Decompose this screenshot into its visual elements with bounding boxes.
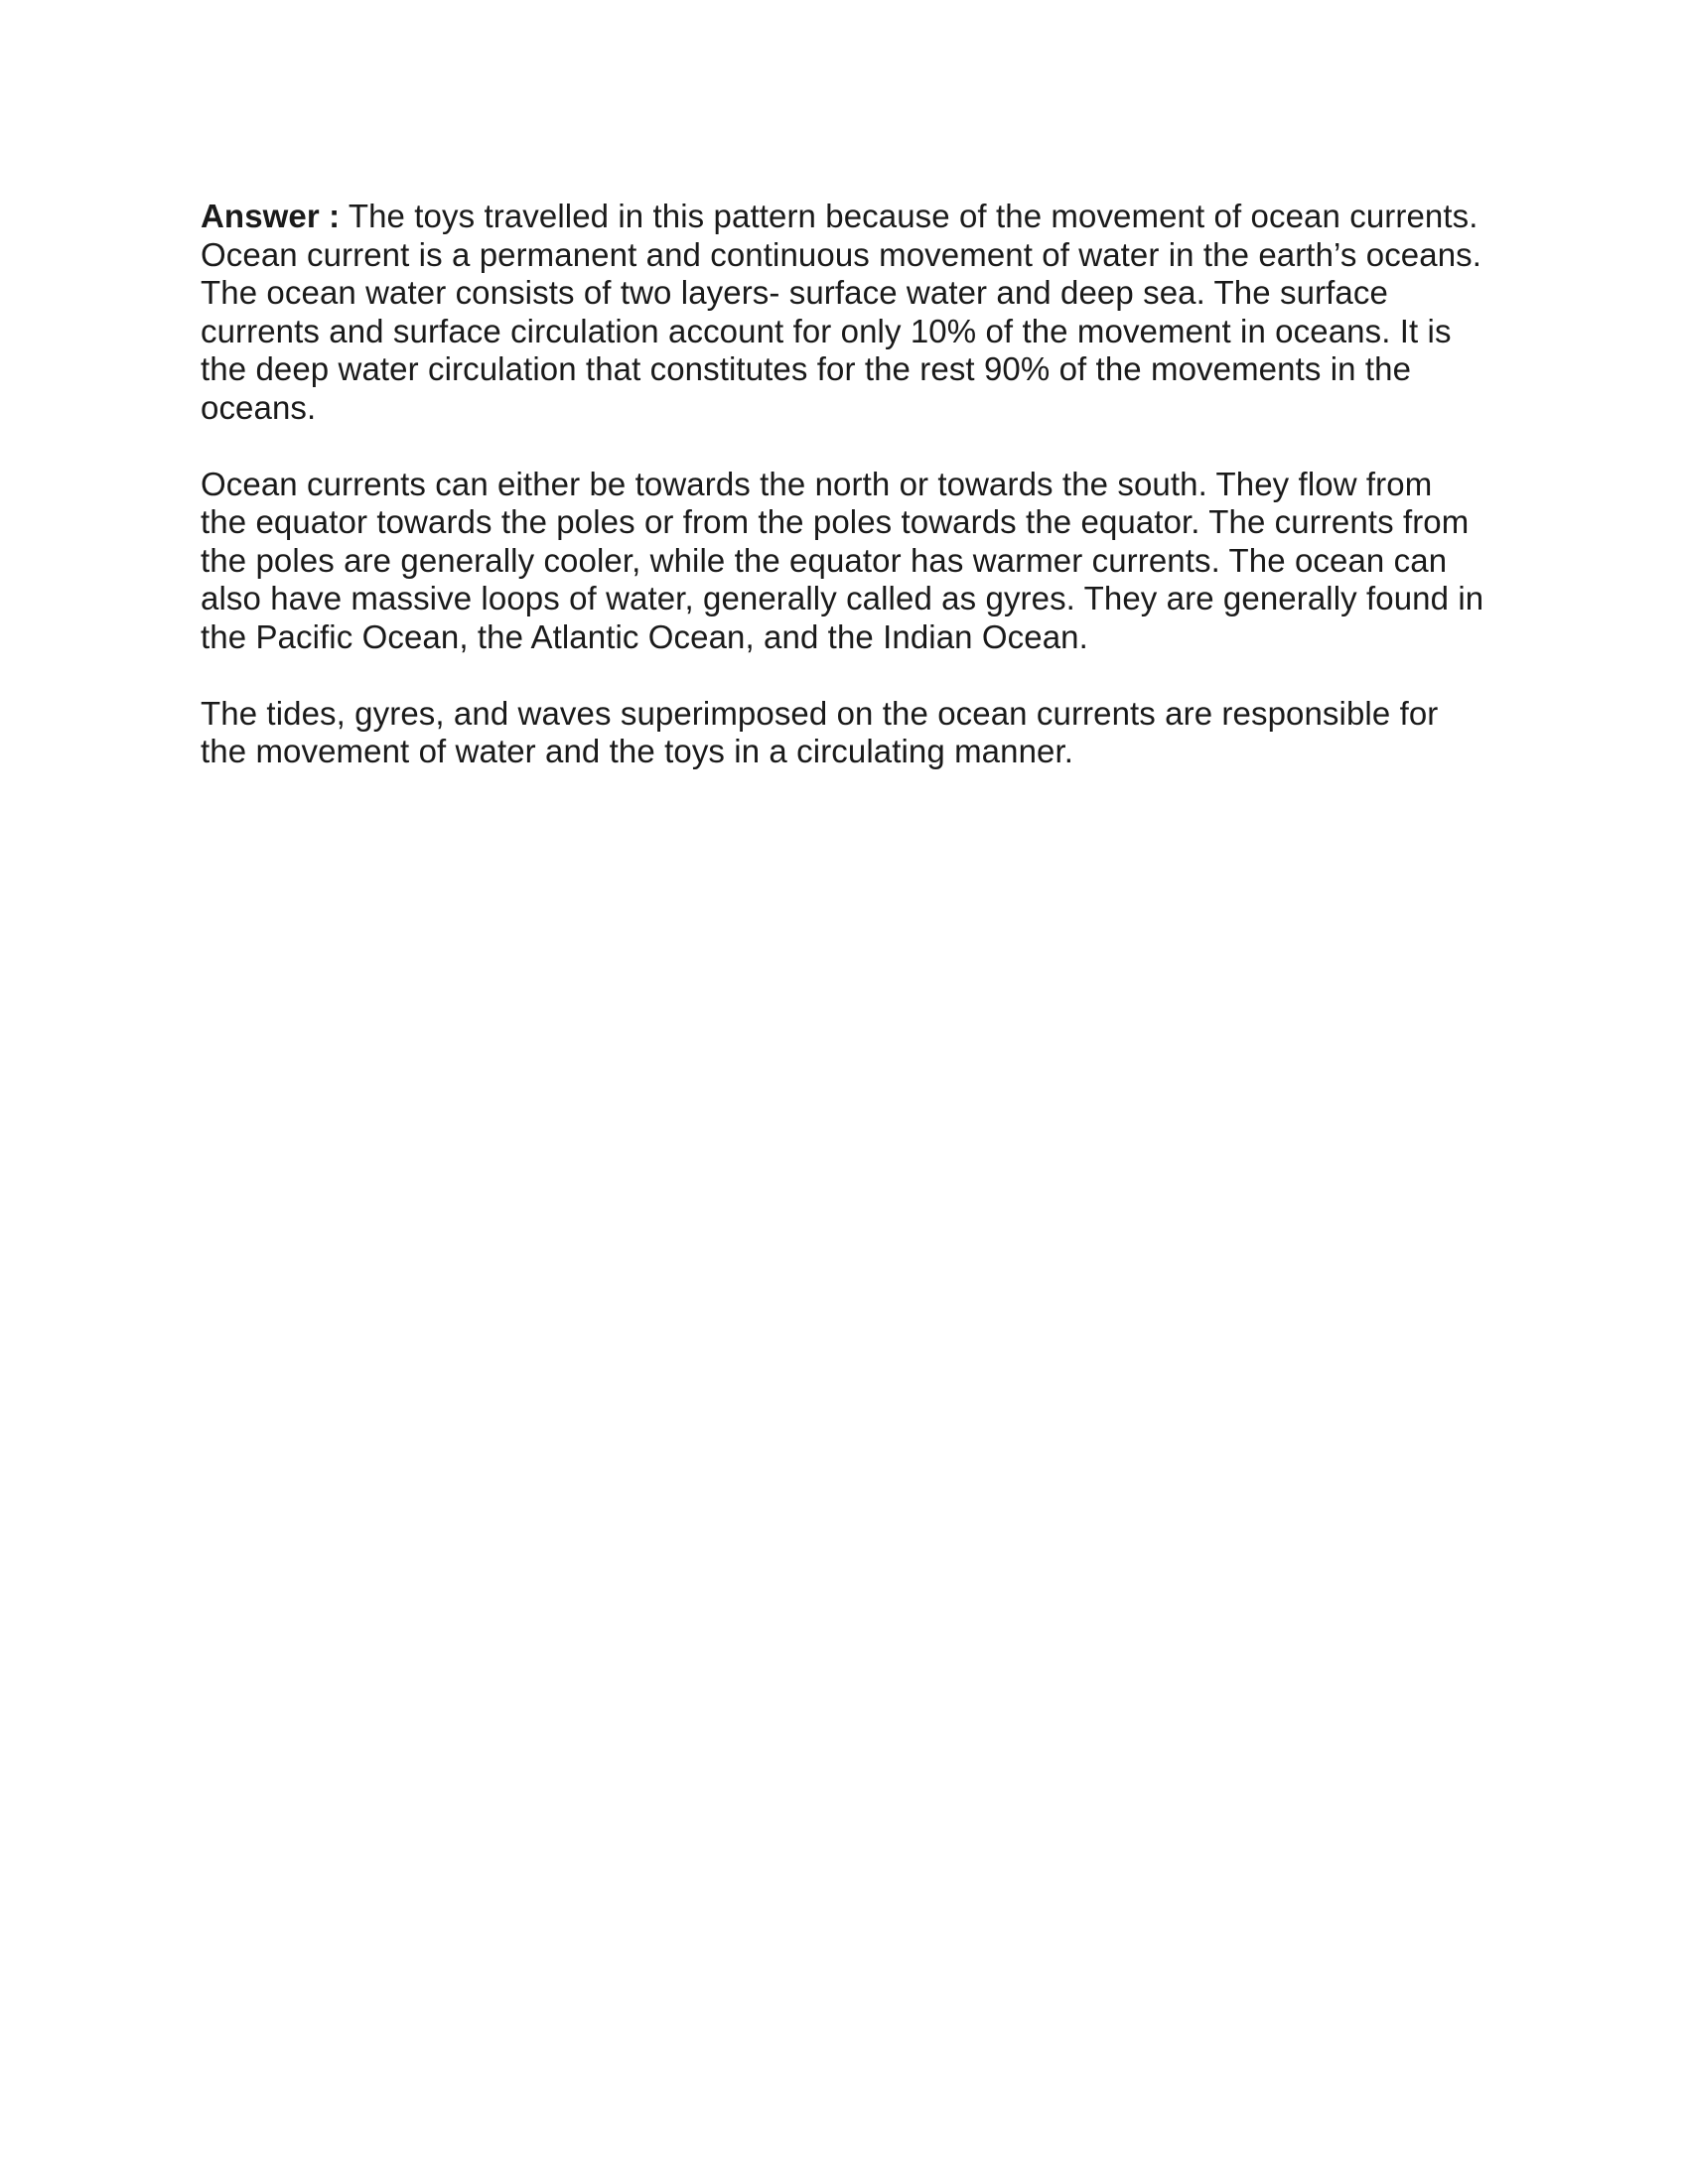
paragraph-ocean-currents: [201, 466, 1521, 657]
text-line: Ocean currents can either be towards the north or towards the south. They flow from: [201, 465, 1433, 502]
text-line: oceans.: [201, 388, 317, 426]
text-line: the poles are generally cooler, while the equator has warmer currents. The ocean can: [201, 541, 1448, 579]
text-line: the equator towards the poles or from the poles towards the equator. The currents from: [201, 503, 1470, 540]
text-line: the Pacific Ocean, the Atlantic Ocean, and the Indian Ocean.: [201, 617, 1088, 655]
text-line: The ocean water consists of two layers- surface water and deep sea. The surface: [201, 274, 1388, 311]
text-line: [201, 198, 1521, 236]
text-line: currents and surface circulation account for only 10% of the movement in oceans. It is: [201, 312, 1452, 349]
text-line: also have massive loops of water, generally called as gyres. They are generally found in: [201, 580, 1484, 616]
paragraph-answer: [201, 198, 1521, 427]
paragraph-tides-gyres: [201, 695, 1521, 771]
text-line: the deep water circulation that constitutes for the rest 90% of the movements in the: [201, 350, 1412, 387]
text-line: Ocean current is a permanent and continuous movement of water in the earth’s oceans.: [201, 235, 1482, 273]
answer-label: Answer :: [201, 198, 341, 234]
text-line-rest: The toys travelled in this pattern because of the movement of ocean currents.: [340, 198, 1478, 234]
text-line: the movement of water and the toys in a circulating manner.: [201, 733, 1074, 769]
text-line: The tides, gyres, and waves superimposed on the ocean currents are responsible for: [201, 694, 1439, 732]
answer-text-block: [201, 198, 1521, 771]
